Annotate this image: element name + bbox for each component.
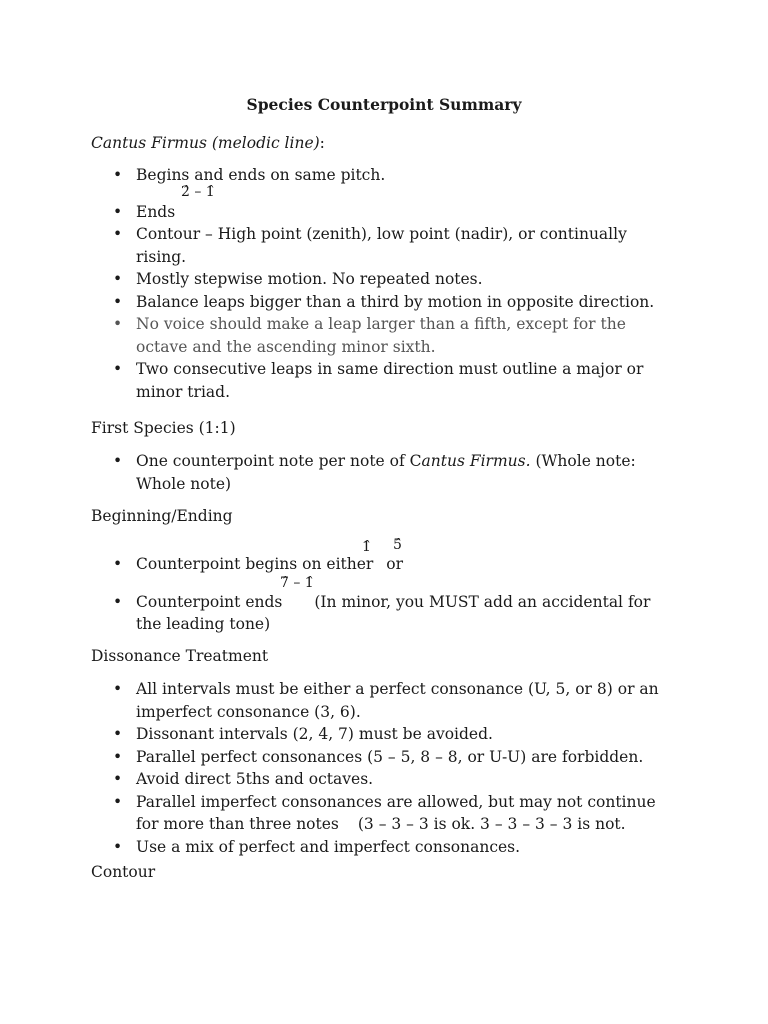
list-item: • Dissonant intervals (2, 4, 7) must be avoided. — [0, 723, 768, 746]
contour-heading: Contour — [91, 863, 156, 881]
list-item: • Use a mix of perfect and imperfect consonances. — [0, 836, 768, 859]
list-item: • No voice should make a leap larger than a fifth, except for the octave and the ascending minor sixth. — [0, 313, 768, 358]
scale-degrees-2-1: 2̂ – 1̂ — [181, 183, 215, 200]
first-species-list — [0, 450, 768, 495]
list-item: • Counterpoint begins on either or 1̂ 5̂ — [0, 553, 768, 576]
scale-degrees-7-1: 7̂ – 1̂ — [280, 574, 314, 591]
scale-degree-5: 5̂ — [393, 537, 402, 553]
cantus-firmus-heading-text: Cantus Firmus (melodic line) — [91, 134, 320, 152]
list-item: • Two consecutive leaps in same direction must outline a major or minor triad. — [0, 358, 768, 403]
list-item: • One counterpoint note per note of Cantus Firmus. (Whole note: Whole note) — [0, 450, 768, 495]
cantus-firmus-heading-colon: : — [319, 134, 325, 152]
list-item: • Counterpoint ends (In minor, you MUST add an accidental for the leading tone) 7̂ – 1̂ — [0, 591, 768, 636]
list-item: • Balance leaps bigger than a third by motion in opposite direction. — [0, 291, 768, 314]
list-item: • Mostly stepwise motion. No repeated notes. — [0, 268, 768, 291]
cantus-firmus-list — [0, 164, 768, 403]
beginning-ending-list — [0, 537, 768, 636]
beginning-ending-heading: Beginning/Ending — [91, 507, 233, 525]
list-item: • All intervals must be either a perfect consonance (U, 5, or 8) or an imperfect consonance (3, 6). — [0, 678, 768, 723]
scale-degree-1: 1̂ — [362, 539, 371, 555]
list-item: • Parallel perfect consonances (5 – 5, 8 – 8, or U-U) are forbidden. — [0, 746, 768, 769]
dissonance-heading: Dissonance Treatment — [91, 647, 269, 665]
list-item: • Begins and ends on same pitch. — [0, 164, 768, 187]
list-item: • Ends 2̂ – 1̂ — [0, 201, 768, 224]
list-item: • Avoid direct 5ths and octaves. — [0, 768, 768, 791]
dissonance-list — [0, 678, 768, 858]
cantus-firmus-heading — [91, 132, 325, 154]
page-title: Species Counterpoint Summary — [246, 95, 522, 114]
list-item: • Parallel imperfect consonances are allowed, but may not continue for more than three notes (3 – 3 – 3 is ok. 3 – 3 – 3 – 3 is not. — [0, 791, 768, 836]
first-species-heading: First Species (1:1) — [91, 419, 236, 437]
list-item: • Contour – High point (zenith), low point (nadir), or continually rising. — [0, 223, 768, 268]
